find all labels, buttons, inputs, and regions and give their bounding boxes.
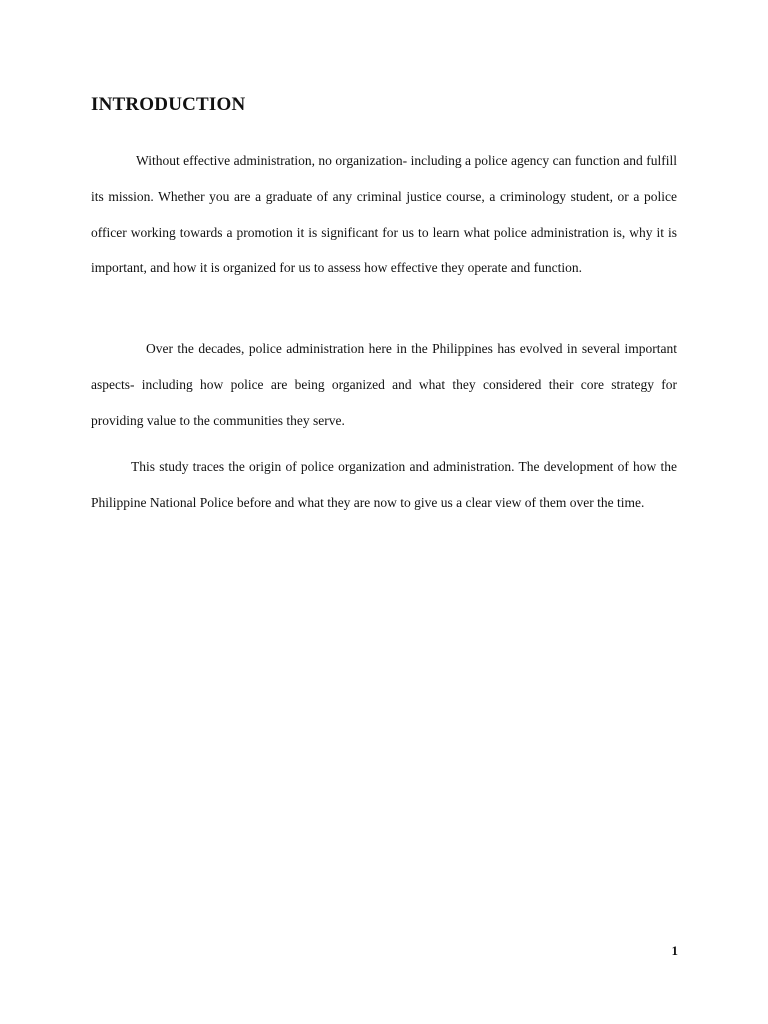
page-number: 1: [671, 943, 678, 958]
intro-paragraph-2: Over the decades, police administration here in the Philippines has evolved in several important aspects- including how police are being organized and what they considered their core strategy for providing value to the communities they serve.: [91, 341, 677, 428]
intro-paragraph-3: This study traces the origin of police organization and administration. The development of how the Philippine National Police before and what they are now to give us a clear view of them over the time.: [91, 459, 677, 510]
section-heading: INTRODUCTION: [91, 94, 246, 115]
intro-paragraph-1: Without effective administration, no organization- including a police agency can function and fulfill its mission. Whether you are a graduate of any criminal justice course, a criminology student, or a police officer working towards a promotion it is significant for us to learn what police administration is, why it is important, and how it is organized for us to assess how effective they operate and function.: [91, 153, 677, 276]
